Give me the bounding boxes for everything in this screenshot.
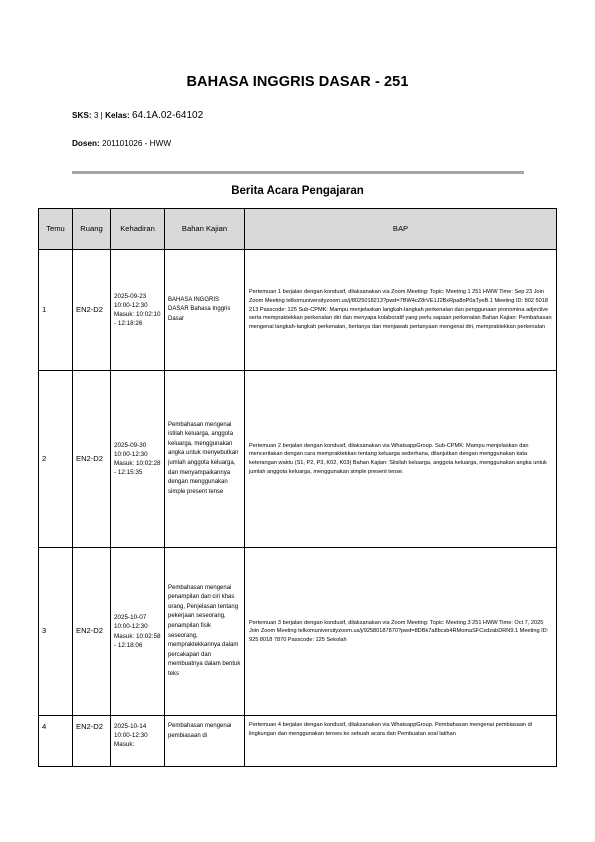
column-header-temu: Temu bbox=[39, 209, 73, 250]
kelas-value: 64.1A.02-64102 bbox=[131, 110, 204, 121]
header-divider bbox=[72, 171, 524, 174]
cell-ruang: EN2-D2 bbox=[73, 371, 111, 548]
sks-label: SKS: bbox=[72, 111, 92, 120]
table-row bbox=[39, 548, 557, 716]
cell-bap: Pertemuan 3 berjalan dengan kondusif, dilaksanakan via Zoom Meeting: Topic: Meeting 3 251 HWW Time: Oct 7, 2025 Join Zoom Meeting telkomuniversityzoom.us/j/92580187870?pwd=8DBk7a8bcsb4RMomaSFCsdzabDRN9.1 Meeting ID: 925 8018 7870 Passcode: 125 Sekolah bbox=[245, 548, 557, 716]
cell-bap: Pertemuan 1 berjalan dengan kondusif, dilaksanakan via Zoom Meeting: Topic: Meeting 1 251 HWW Time: Sep 23 Join Zoom Meeting telkomuniversityzoom.us/j/8025018213?pwd=7BW4cZ8rVE1J2BxRpa8oP0aTyeB.1 Meeting ID: 802 5018 213 Passcode: 125 Sub-CPMK: Mampu menjelaskan langkah-langkah perkenalan dan penggunaan pronomina adjective serta mempraktekkan perkenalan diri dan menyapa kolaboratif yang perlu sapaan perkenalan Bahan Kajian: Pembahasan mengenai langkah-langkah perkenalan, bertanya dan menjawab pertanyaan mengenai diri, mempraktekkan perkenalan bbox=[245, 250, 557, 371]
sks-value: 3 bbox=[93, 111, 99, 120]
section-title: Berita Acara Pengajaran bbox=[231, 185, 364, 197]
meta-separator: | bbox=[98, 111, 106, 120]
cell-bap: Pertemuan 2 berjalan dengan kondusif, dilaksanakan via WhatsappGroup. Sub-CPMK: Mampu menjelaskan dan menceritakan dengan cara mempraktekkan tentang keluarga sederhana, dilanjutkan dengan menggunakan kata keterangan waktu (S1, P2, P3, K02, K03) Bahan Kajian: Silsilah keluarga, anggota keluarga, menggunakan angka untuk jumlah anggota keluarga, menggunakan simple present tense. bbox=[245, 371, 557, 548]
cell-temu: 2 bbox=[39, 371, 73, 548]
cell-ruang: EN2-D2 bbox=[73, 548, 111, 716]
cell-kehadiran: 2025-09-23 10:00-12:30 Masuk: 10:02:10 - 12:18:26 bbox=[111, 250, 165, 371]
dosen-value: 201101026 - HWW bbox=[102, 139, 172, 148]
column-header-bap: BAP bbox=[245, 209, 557, 250]
table-row bbox=[39, 371, 557, 548]
table-row bbox=[39, 250, 557, 371]
lecturer-meta bbox=[72, 139, 171, 148]
cell-bahan-kajian: Pembahasan mengenai penampilan dan ciri khas orang, Penjelasan tentang pekerjaan seseorang, penampilan fisik seseorang, mempraktekkannya dalam percakapan dan membuatnya dalam bentuk teks bbox=[165, 548, 245, 716]
cell-bahan-kajian: BAHASA INGGRIS DASAR Bahasa Inggris Dasar bbox=[165, 250, 245, 371]
cell-kehadiran: 2025-10-14 10:00-12:30 Masuk: bbox=[111, 716, 165, 767]
cell-bap: Pertemuan 4 berjalan dengan kondusif, dilaksanakan via WhatsappGroup. Pembahasan mengenai pembiasaan di lingkungan dan menggunakan tenses ke sebuah acara dan Pembuatan soal latihan bbox=[245, 716, 557, 767]
column-header-kehadiran: Kehadiran bbox=[111, 209, 165, 250]
cell-temu: 3 bbox=[39, 548, 73, 716]
table-header-row bbox=[39, 209, 557, 250]
cell-ruang: EN2-D2 bbox=[73, 250, 111, 371]
cell-temu: 1 bbox=[39, 250, 73, 371]
cell-ruang: EN2-D2 bbox=[73, 716, 111, 767]
column-header-ruang: Ruang bbox=[73, 209, 111, 250]
dosen-label: Dosen: bbox=[72, 139, 100, 148]
bap-table bbox=[38, 208, 557, 767]
course-title: BAHASA INGGRIS DASAR - 251 bbox=[186, 74, 409, 90]
column-header-bahan-kajian: Bahan Kajian bbox=[165, 209, 245, 250]
cell-temu: 4 bbox=[39, 716, 73, 767]
cell-bahan-kajian: Pembahasan mengenai pembiasaan di bbox=[165, 716, 245, 767]
table-row bbox=[39, 716, 557, 767]
course-meta bbox=[72, 110, 203, 121]
cell-kehadiran: 2025-09-30 10:00-12:30 Masuk: 10:02:28 - 12:15:35 bbox=[111, 371, 165, 548]
cell-kehadiran: 2025-10-07 10:00-12:30 Masuk: 10:02:58 - 12:18:06 bbox=[111, 548, 165, 716]
kelas-label: Kelas: bbox=[105, 111, 130, 120]
cell-bahan-kajian: Pembahasan mengenai istilah keluarga, anggota keluarga, menggunakan angka untuk menyebutkan jumlah anggota keluarga, dan menyampaikannya dengan menggunakan simple present tense bbox=[165, 371, 245, 548]
